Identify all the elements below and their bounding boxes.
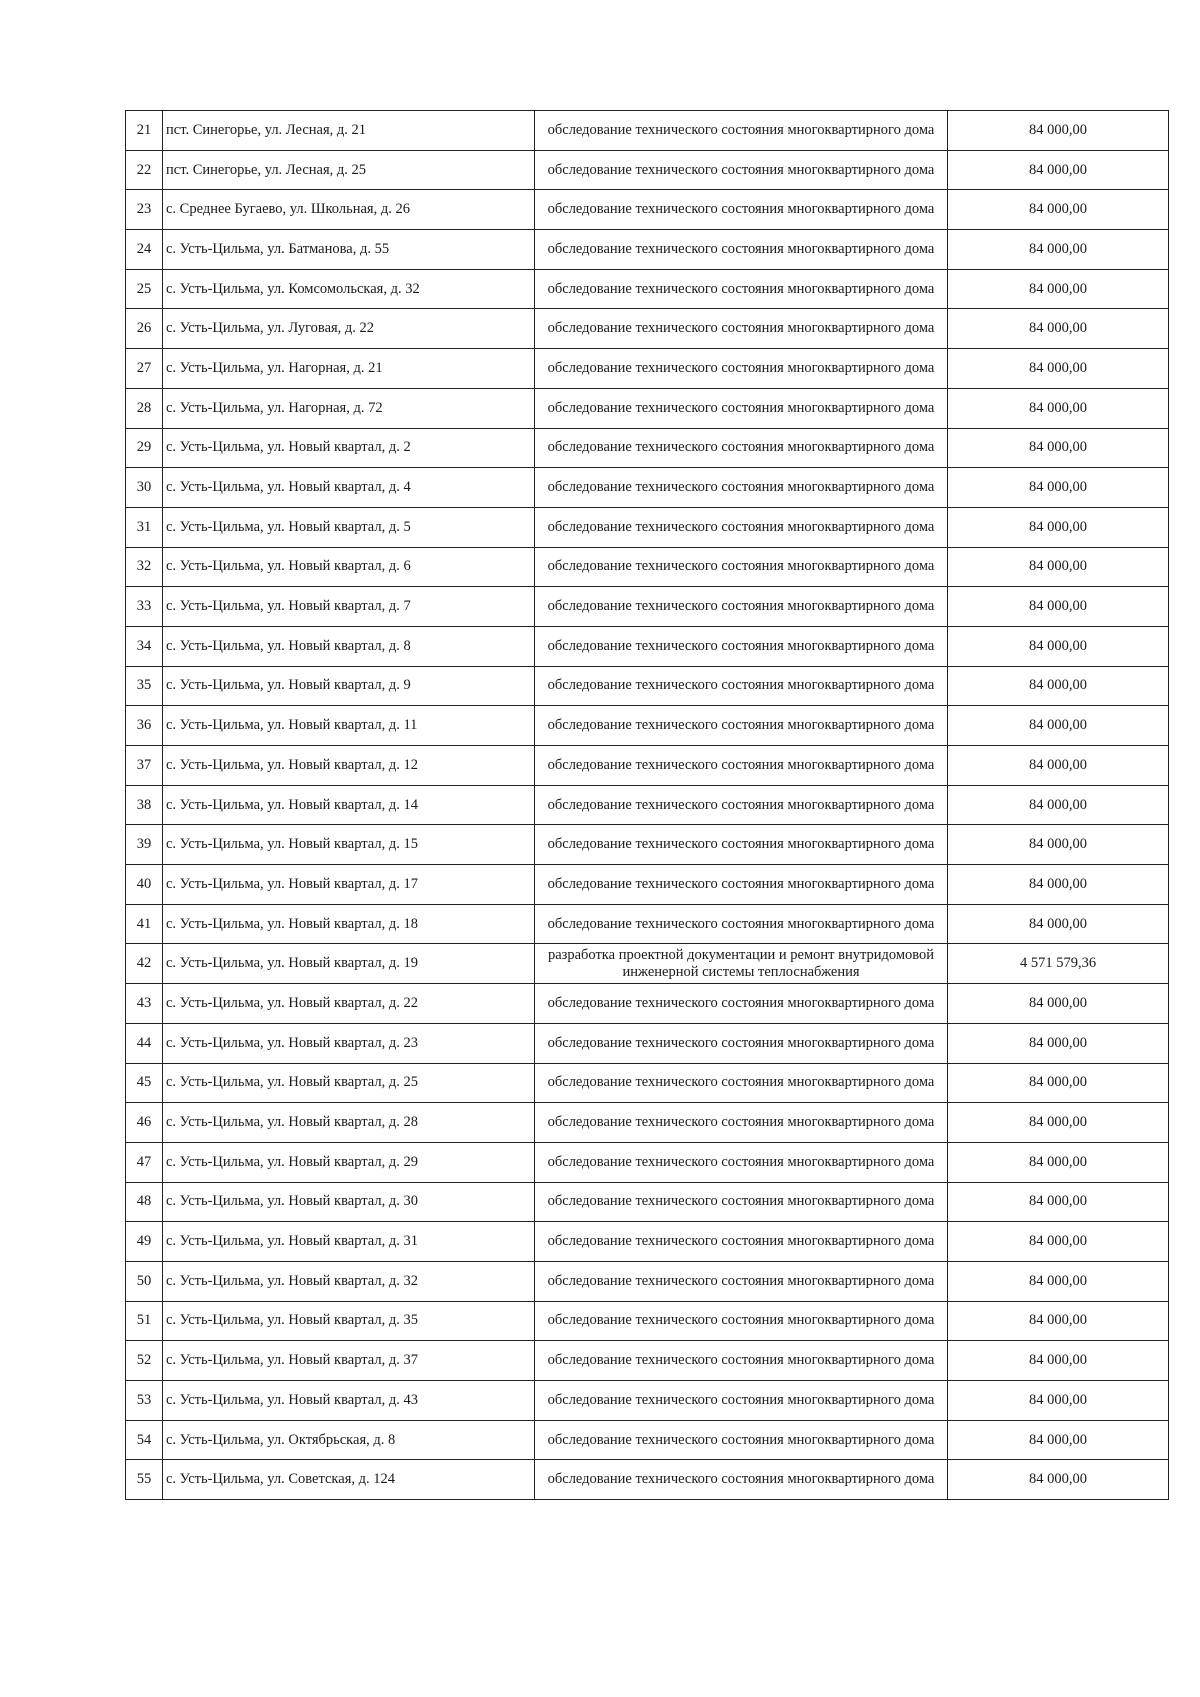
table-row bbox=[126, 111, 1169, 151]
work-type-cell: обследование технического состояния многоквартирного дома bbox=[535, 904, 948, 944]
cost-cell: 84 000,00 bbox=[948, 825, 1169, 865]
address-cell: с. Усть-Цильма, ул. Новый квартал, д. 43 bbox=[163, 1381, 535, 1421]
row-number-cell: 24 bbox=[126, 230, 163, 270]
work-type-cell: обследование технического состояния многоквартирного дома bbox=[535, 190, 948, 230]
address-cell: с. Усть-Цильма, ул. Новый квартал, д. 28 bbox=[163, 1103, 535, 1143]
table-row bbox=[126, 507, 1169, 547]
table-row bbox=[126, 1063, 1169, 1103]
cost-cell: 84 000,00 bbox=[948, 865, 1169, 905]
work-type-cell: обследование технического состояния многоквартирного дома bbox=[535, 1301, 948, 1341]
works-table bbox=[125, 110, 1169, 1500]
cost-cell: 84 000,00 bbox=[948, 666, 1169, 706]
cost-cell: 84 000,00 bbox=[948, 1261, 1169, 1301]
table-row bbox=[126, 1301, 1169, 1341]
cost-cell: 84 000,00 bbox=[948, 269, 1169, 309]
cost-cell: 84 000,00 bbox=[948, 1381, 1169, 1421]
cost-cell: 84 000,00 bbox=[948, 309, 1169, 349]
cost-cell: 84 000,00 bbox=[948, 1023, 1169, 1063]
work-type-cell: обследование технического состояния многоквартирного дома bbox=[535, 587, 948, 627]
address-cell: с. Усть-Цильма, ул. Новый квартал, д. 18 bbox=[163, 904, 535, 944]
address-cell: с. Усть-Цильма, ул. Новый квартал, д. 29 bbox=[163, 1142, 535, 1182]
row-number-cell: 23 bbox=[126, 190, 163, 230]
work-type-cell: обследование технического состояния многоквартирного дома bbox=[535, 1460, 948, 1500]
work-type-cell: обследование технического состояния многоквартирного дома bbox=[535, 984, 948, 1024]
work-type-cell: обследование технического состояния многоквартирного дома bbox=[535, 626, 948, 666]
row-number-cell: 51 bbox=[126, 1301, 163, 1341]
address-cell: с. Усть-Цильма, ул. Луговая, д. 22 bbox=[163, 309, 535, 349]
cost-cell: 84 000,00 bbox=[948, 1341, 1169, 1381]
work-type-cell: обследование технического состояния многоквартирного дома bbox=[535, 309, 948, 349]
cost-cell: 84 000,00 bbox=[948, 984, 1169, 1024]
work-type-cell: обследование технического состояния многоквартирного дома bbox=[535, 706, 948, 746]
row-number-cell: 22 bbox=[126, 150, 163, 190]
cost-cell: 84 000,00 bbox=[948, 904, 1169, 944]
table-row bbox=[126, 587, 1169, 627]
table-row bbox=[126, 1023, 1169, 1063]
table-row bbox=[126, 746, 1169, 786]
table-row bbox=[126, 1182, 1169, 1222]
address-cell: с. Усть-Цильма, ул. Новый квартал, д. 6 bbox=[163, 547, 535, 587]
work-type-cell: обследование технического состояния многоквартирного дома bbox=[535, 1222, 948, 1262]
row-number-cell: 32 bbox=[126, 547, 163, 587]
work-type-cell: обследование технического состояния многоквартирного дома bbox=[535, 507, 948, 547]
table-row bbox=[126, 388, 1169, 428]
address-cell: с. Усть-Цильма, ул. Новый квартал, д. 2 bbox=[163, 428, 535, 468]
work-type-cell: обследование технического состояния многоквартирного дома bbox=[535, 1063, 948, 1103]
works-table-body bbox=[126, 111, 1169, 1500]
work-type-cell: разработка проектной документации и ремонт внутридомовой инженерной системы теплоснабжения bbox=[535, 944, 948, 984]
address-cell: с. Усть-Цильма, ул. Новый квартал, д. 7 bbox=[163, 587, 535, 627]
table-row bbox=[126, 468, 1169, 508]
row-number-cell: 36 bbox=[126, 706, 163, 746]
work-type-cell: обследование технического состояния многоквартирного дома bbox=[535, 1103, 948, 1143]
address-cell: с. Усть-Цильма, ул. Новый квартал, д. 12 bbox=[163, 746, 535, 786]
cost-cell: 84 000,00 bbox=[948, 1460, 1169, 1500]
work-type-cell: обследование технического состояния многоквартирного дома bbox=[535, 349, 948, 389]
table-row bbox=[126, 626, 1169, 666]
address-cell: с. Усть-Цильма, ул. Новый квартал, д. 17 bbox=[163, 865, 535, 905]
cost-cell: 84 000,00 bbox=[948, 190, 1169, 230]
address-cell: с. Усть-Цильма, ул. Новый квартал, д. 15 bbox=[163, 825, 535, 865]
address-cell: с. Усть-Цильма, ул. Новый квартал, д. 23 bbox=[163, 1023, 535, 1063]
address-cell: с. Среднее Бугаево, ул. Школьная, д. 26 bbox=[163, 190, 535, 230]
address-cell: с. Усть-Цильма, ул. Новый квартал, д. 4 bbox=[163, 468, 535, 508]
row-number-cell: 44 bbox=[126, 1023, 163, 1063]
work-type-cell: обследование технического состояния многоквартирного дома bbox=[535, 1023, 948, 1063]
work-type-cell: обследование технического состояния многоквартирного дома bbox=[535, 666, 948, 706]
address-cell: пст. Синегорье, ул. Лесная, д. 25 bbox=[163, 150, 535, 190]
cost-cell: 4 571 579,36 bbox=[948, 944, 1169, 984]
row-number-cell: 29 bbox=[126, 428, 163, 468]
row-number-cell: 55 bbox=[126, 1460, 163, 1500]
cost-cell: 84 000,00 bbox=[948, 746, 1169, 786]
table-row bbox=[126, 190, 1169, 230]
row-number-cell: 26 bbox=[126, 309, 163, 349]
work-type-cell: обследование технического состояния многоквартирного дома bbox=[535, 388, 948, 428]
table-row bbox=[126, 150, 1169, 190]
address-cell: с. Усть-Цильма, ул. Новый квартал, д. 30 bbox=[163, 1182, 535, 1222]
work-type-cell: обследование технического состояния многоквартирного дома bbox=[535, 825, 948, 865]
row-number-cell: 41 bbox=[126, 904, 163, 944]
address-cell: с. Усть-Цильма, ул. Октябрьская, д. 8 bbox=[163, 1420, 535, 1460]
address-cell: с. Усть-Цильма, ул. Новый квартал, д. 31 bbox=[163, 1222, 535, 1262]
address-cell: с. Усть-Цильма, ул. Новый квартал, д. 9 bbox=[163, 666, 535, 706]
table-row bbox=[126, 1381, 1169, 1421]
work-type-cell: обследование технического состояния многоквартирного дома bbox=[535, 428, 948, 468]
cost-cell: 84 000,00 bbox=[948, 150, 1169, 190]
row-number-cell: 50 bbox=[126, 1261, 163, 1301]
row-number-cell: 48 bbox=[126, 1182, 163, 1222]
row-number-cell: 30 bbox=[126, 468, 163, 508]
cost-cell: 84 000,00 bbox=[948, 349, 1169, 389]
address-cell: с. Усть-Цильма, ул. Новый квартал, д. 35 bbox=[163, 1301, 535, 1341]
table-row bbox=[126, 1142, 1169, 1182]
table-row bbox=[126, 944, 1169, 984]
cost-cell: 84 000,00 bbox=[948, 1103, 1169, 1143]
table-row bbox=[126, 547, 1169, 587]
cost-cell: 84 000,00 bbox=[948, 428, 1169, 468]
row-number-cell: 28 bbox=[126, 388, 163, 428]
cost-cell: 84 000,00 bbox=[948, 230, 1169, 270]
table-row bbox=[126, 349, 1169, 389]
row-number-cell: 34 bbox=[126, 626, 163, 666]
work-type-cell: обследование технического состояния многоквартирного дома bbox=[535, 547, 948, 587]
work-type-cell: обследование технического состояния многоквартирного дома bbox=[535, 1420, 948, 1460]
row-number-cell: 49 bbox=[126, 1222, 163, 1262]
address-cell: с. Усть-Цильма, ул. Нагорная, д. 21 bbox=[163, 349, 535, 389]
address-cell: с. Усть-Цильма, ул. Батманова, д. 55 bbox=[163, 230, 535, 270]
work-type-cell: обследование технического состояния многоквартирного дома bbox=[535, 111, 948, 151]
row-number-cell: 38 bbox=[126, 785, 163, 825]
row-number-cell: 40 bbox=[126, 865, 163, 905]
address-cell: с. Усть-Цильма, ул. Новый квартал, д. 5 bbox=[163, 507, 535, 547]
cost-cell: 84 000,00 bbox=[948, 785, 1169, 825]
row-number-cell: 37 bbox=[126, 746, 163, 786]
row-number-cell: 43 bbox=[126, 984, 163, 1024]
work-type-cell: обследование технического состояния многоквартирного дома bbox=[535, 1341, 948, 1381]
work-type-cell: обследование технического состояния многоквартирного дома bbox=[535, 230, 948, 270]
cost-cell: 84 000,00 bbox=[948, 1301, 1169, 1341]
address-cell: с. Усть-Цильма, ул. Новый квартал, д. 37 bbox=[163, 1341, 535, 1381]
cost-cell: 84 000,00 bbox=[948, 1063, 1169, 1103]
table-row bbox=[126, 865, 1169, 905]
address-cell: с. Усть-Цильма, ул. Комсомольская, д. 32 bbox=[163, 269, 535, 309]
table-row bbox=[126, 1222, 1169, 1262]
address-cell: с. Усть-Цильма, ул. Новый квартал, д. 11 bbox=[163, 706, 535, 746]
table-row bbox=[126, 309, 1169, 349]
cost-cell: 84 000,00 bbox=[948, 706, 1169, 746]
row-number-cell: 21 bbox=[126, 111, 163, 151]
work-type-cell: обследование технического состояния многоквартирного дома bbox=[535, 1261, 948, 1301]
work-type-cell: обследование технического состояния многоквартирного дома bbox=[535, 468, 948, 508]
table-row bbox=[126, 785, 1169, 825]
table-row bbox=[126, 1460, 1169, 1500]
row-number-cell: 42 bbox=[126, 944, 163, 984]
table-row bbox=[126, 666, 1169, 706]
table-row bbox=[126, 1103, 1169, 1143]
cost-cell: 84 000,00 bbox=[948, 1420, 1169, 1460]
address-cell: с. Усть-Цильма, ул. Нагорная, д. 72 bbox=[163, 388, 535, 428]
cost-cell: 84 000,00 bbox=[948, 1142, 1169, 1182]
cost-cell: 84 000,00 bbox=[948, 1222, 1169, 1262]
work-type-cell: обследование технического состояния многоквартирного дома bbox=[535, 865, 948, 905]
table-row bbox=[126, 984, 1169, 1024]
cost-cell: 84 000,00 bbox=[948, 388, 1169, 428]
table-row bbox=[126, 269, 1169, 309]
address-cell: с. Усть-Цильма, ул. Новый квартал, д. 14 bbox=[163, 785, 535, 825]
table-row bbox=[126, 904, 1169, 944]
table-row bbox=[126, 1420, 1169, 1460]
work-type-cell: обследование технического состояния многоквартирного дома bbox=[535, 1381, 948, 1421]
address-cell: с. Усть-Цильма, ул. Новый квартал, д. 22 bbox=[163, 984, 535, 1024]
row-number-cell: 39 bbox=[126, 825, 163, 865]
work-type-cell: обследование технического состояния многоквартирного дома bbox=[535, 269, 948, 309]
row-number-cell: 54 bbox=[126, 1420, 163, 1460]
cost-cell: 84 000,00 bbox=[948, 626, 1169, 666]
address-cell: с. Усть-Цильма, ул. Новый квартал, д. 32 bbox=[163, 1261, 535, 1301]
row-number-cell: 45 bbox=[126, 1063, 163, 1103]
cost-cell: 84 000,00 bbox=[948, 468, 1169, 508]
cost-cell: 84 000,00 bbox=[948, 111, 1169, 151]
work-type-cell: обследование технического состояния многоквартирного дома bbox=[535, 785, 948, 825]
work-type-cell: обследование технического состояния многоквартирного дома bbox=[535, 746, 948, 786]
work-type-cell: обследование технического состояния многоквартирного дома bbox=[535, 150, 948, 190]
row-number-cell: 52 bbox=[126, 1341, 163, 1381]
address-cell: с. Усть-Цильма, ул. Новый квартал, д. 19 bbox=[163, 944, 535, 984]
table-row bbox=[126, 706, 1169, 746]
row-number-cell: 33 bbox=[126, 587, 163, 627]
row-number-cell: 31 bbox=[126, 507, 163, 547]
row-number-cell: 35 bbox=[126, 666, 163, 706]
cost-cell: 84 000,00 bbox=[948, 587, 1169, 627]
cost-cell: 84 000,00 bbox=[948, 507, 1169, 547]
cost-cell: 84 000,00 bbox=[948, 547, 1169, 587]
table-row bbox=[126, 1261, 1169, 1301]
address-cell: с. Усть-Цильма, ул. Новый квартал, д. 25 bbox=[163, 1063, 535, 1103]
cost-cell: 84 000,00 bbox=[948, 1182, 1169, 1222]
row-number-cell: 25 bbox=[126, 269, 163, 309]
table-row bbox=[126, 825, 1169, 865]
work-type-cell: обследование технического состояния многоквартирного дома bbox=[535, 1142, 948, 1182]
address-cell: пст. Синегорье, ул. Лесная, д. 21 bbox=[163, 111, 535, 151]
table-row bbox=[126, 230, 1169, 270]
row-number-cell: 47 bbox=[126, 1142, 163, 1182]
address-cell: с. Усть-Цильма, ул. Советская, д. 124 bbox=[163, 1460, 535, 1500]
row-number-cell: 46 bbox=[126, 1103, 163, 1143]
table-row bbox=[126, 1341, 1169, 1381]
table-row bbox=[126, 428, 1169, 468]
work-type-cell: обследование технического состояния многоквартирного дома bbox=[535, 1182, 948, 1222]
row-number-cell: 27 bbox=[126, 349, 163, 389]
address-cell: с. Усть-Цильма, ул. Новый квартал, д. 8 bbox=[163, 626, 535, 666]
row-number-cell: 53 bbox=[126, 1381, 163, 1421]
